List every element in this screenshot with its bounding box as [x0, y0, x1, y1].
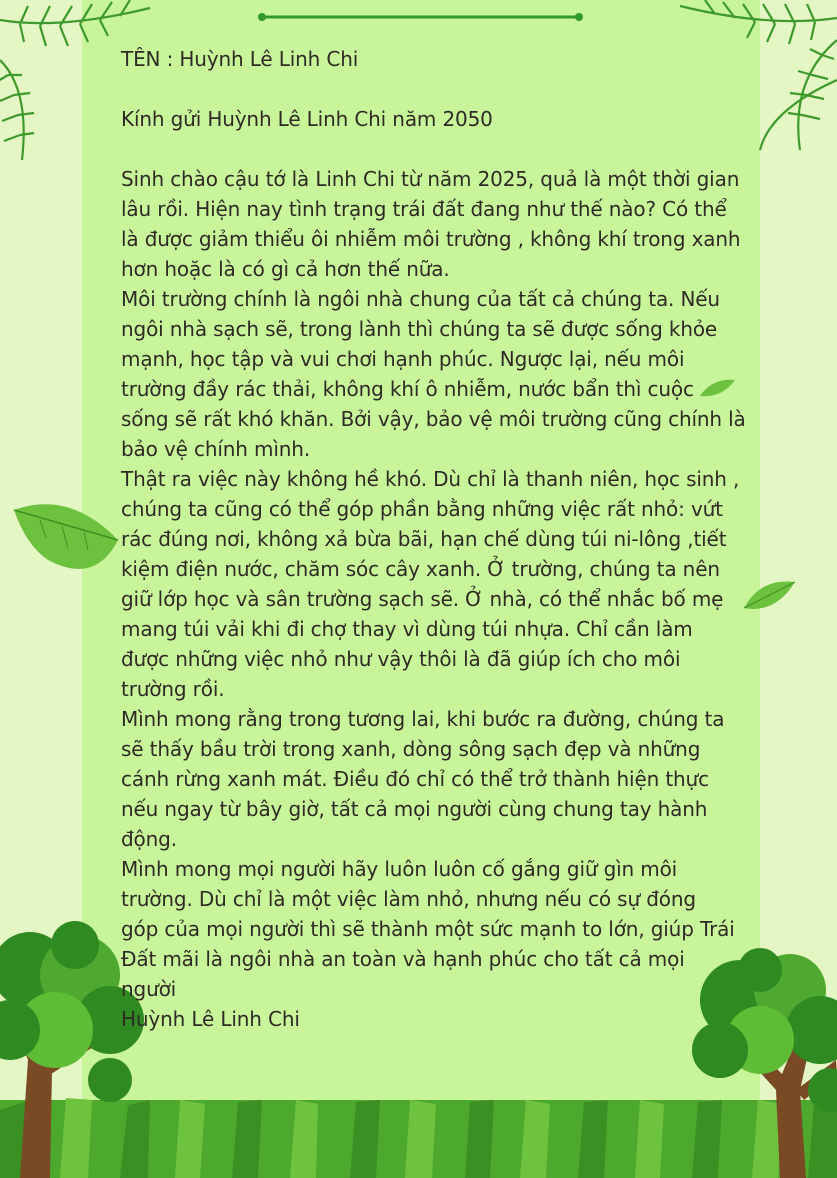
letter-line: là được giảm thiểu ôi nhiễm môi trường , không khí trong xanh	[121, 227, 741, 251]
letter-line: trường đầy rác thải, không khí ô nhiễm, nước bẩn thì cuộc	[121, 377, 694, 401]
letter-line: được những việc nhỏ như vậy thôi là đã giúp ích cho môi	[121, 647, 681, 671]
signature: Huỳnh Lê Linh Chi	[121, 1007, 300, 1031]
letter-line: trường. Dù chỉ là một việc làm nhỏ, nhưng nếu có sự đóng	[121, 887, 696, 911]
name-line: TÊN : Huỳnh Lê Linh Chi	[121, 47, 359, 71]
letter-line: Sinh chào cậu tớ là Linh Chi từ năm 2025, quả là một thời gian	[121, 167, 740, 191]
letter-line: chúng ta cũng có thể góp phần bằng những việc rất nhỏ: vứt	[121, 497, 723, 521]
salutation: Kính gửi Huỳnh Lê Linh Chi năm 2050	[121, 107, 493, 131]
letter-line: mạnh, học tập và vui chơi hạnh phúc. Ngược lại, nếu môi	[121, 347, 685, 371]
letter-line: Mình mong rằng trong tương lai, khi bước ra đường, chúng ta	[121, 707, 725, 731]
letter-line: động.	[121, 827, 177, 851]
letter-body	[121, 44, 761, 1034]
letter-line: sẽ thấy bầu trời trong xanh, dòng sông sạch đẹp và những	[121, 737, 701, 761]
letter-line: giữ lớp học và sân trường sạch sẽ. Ở nhà, có thể nhắc bố mẹ	[121, 587, 724, 611]
leaf-left	[14, 504, 118, 569]
letter-line: hơn hoặc là có gì cả hơn thế nữa.	[121, 257, 450, 281]
letter-line: góp của mọi người thì sẽ thành một sức mạnh to lớn, giúp Trái	[121, 917, 735, 941]
top-divider	[258, 13, 583, 21]
letter-line: nếu ngay từ bây giờ, tất cả mọi người cùng chung tay hành	[121, 797, 708, 821]
letter-line: người	[121, 977, 177, 1001]
letter-line: kiệm điện nước, chăm sóc cây xanh. Ở trường, chúng ta nên	[121, 557, 720, 581]
letter-line: lâu rồi. Hiện nay tình trạng trái đất đang như thế nào? Có thể	[121, 197, 727, 221]
letter-line: cánh rừng xanh mát. Điều đó chỉ có thể trở thành hiện thực	[121, 767, 709, 791]
letter-line: Mình mong mọi người hãy luôn luôn cố gắng giữ gìn môi	[121, 857, 678, 881]
letter-line: Đất mãi là ngôi nhà an toàn và hạnh phúc cho tất cả mọi	[121, 947, 685, 971]
letter-line: Thật ra việc này không hề khó. Dù chỉ là thanh niên, học sinh ,	[121, 467, 740, 491]
letter-line: trường rồi.	[121, 677, 225, 701]
letter-line: bảo vệ chính mình.	[121, 437, 311, 461]
letter-line: sống sẽ rất khó khăn. Bởi vậy, bảo vệ môi trường cũng chính là	[121, 407, 746, 431]
grass-strip	[0, 1098, 837, 1178]
letter-line: ngôi nhà sạch sẽ, trong lành thì chúng ta sẽ được sống khỏe	[121, 317, 718, 341]
letter-line: rác đúng nơi, không xả bừa bãi, hạn chế dùng túi ni-lông ,tiết	[121, 527, 727, 551]
letter-line: mang túi vải khi đi chợ thay vì dùng túi nhựa. Chỉ cần làm	[121, 617, 693, 641]
letter-line: Môi trường chính là ngôi nhà chung của tất cả chúng ta. Nếu	[121, 287, 720, 311]
